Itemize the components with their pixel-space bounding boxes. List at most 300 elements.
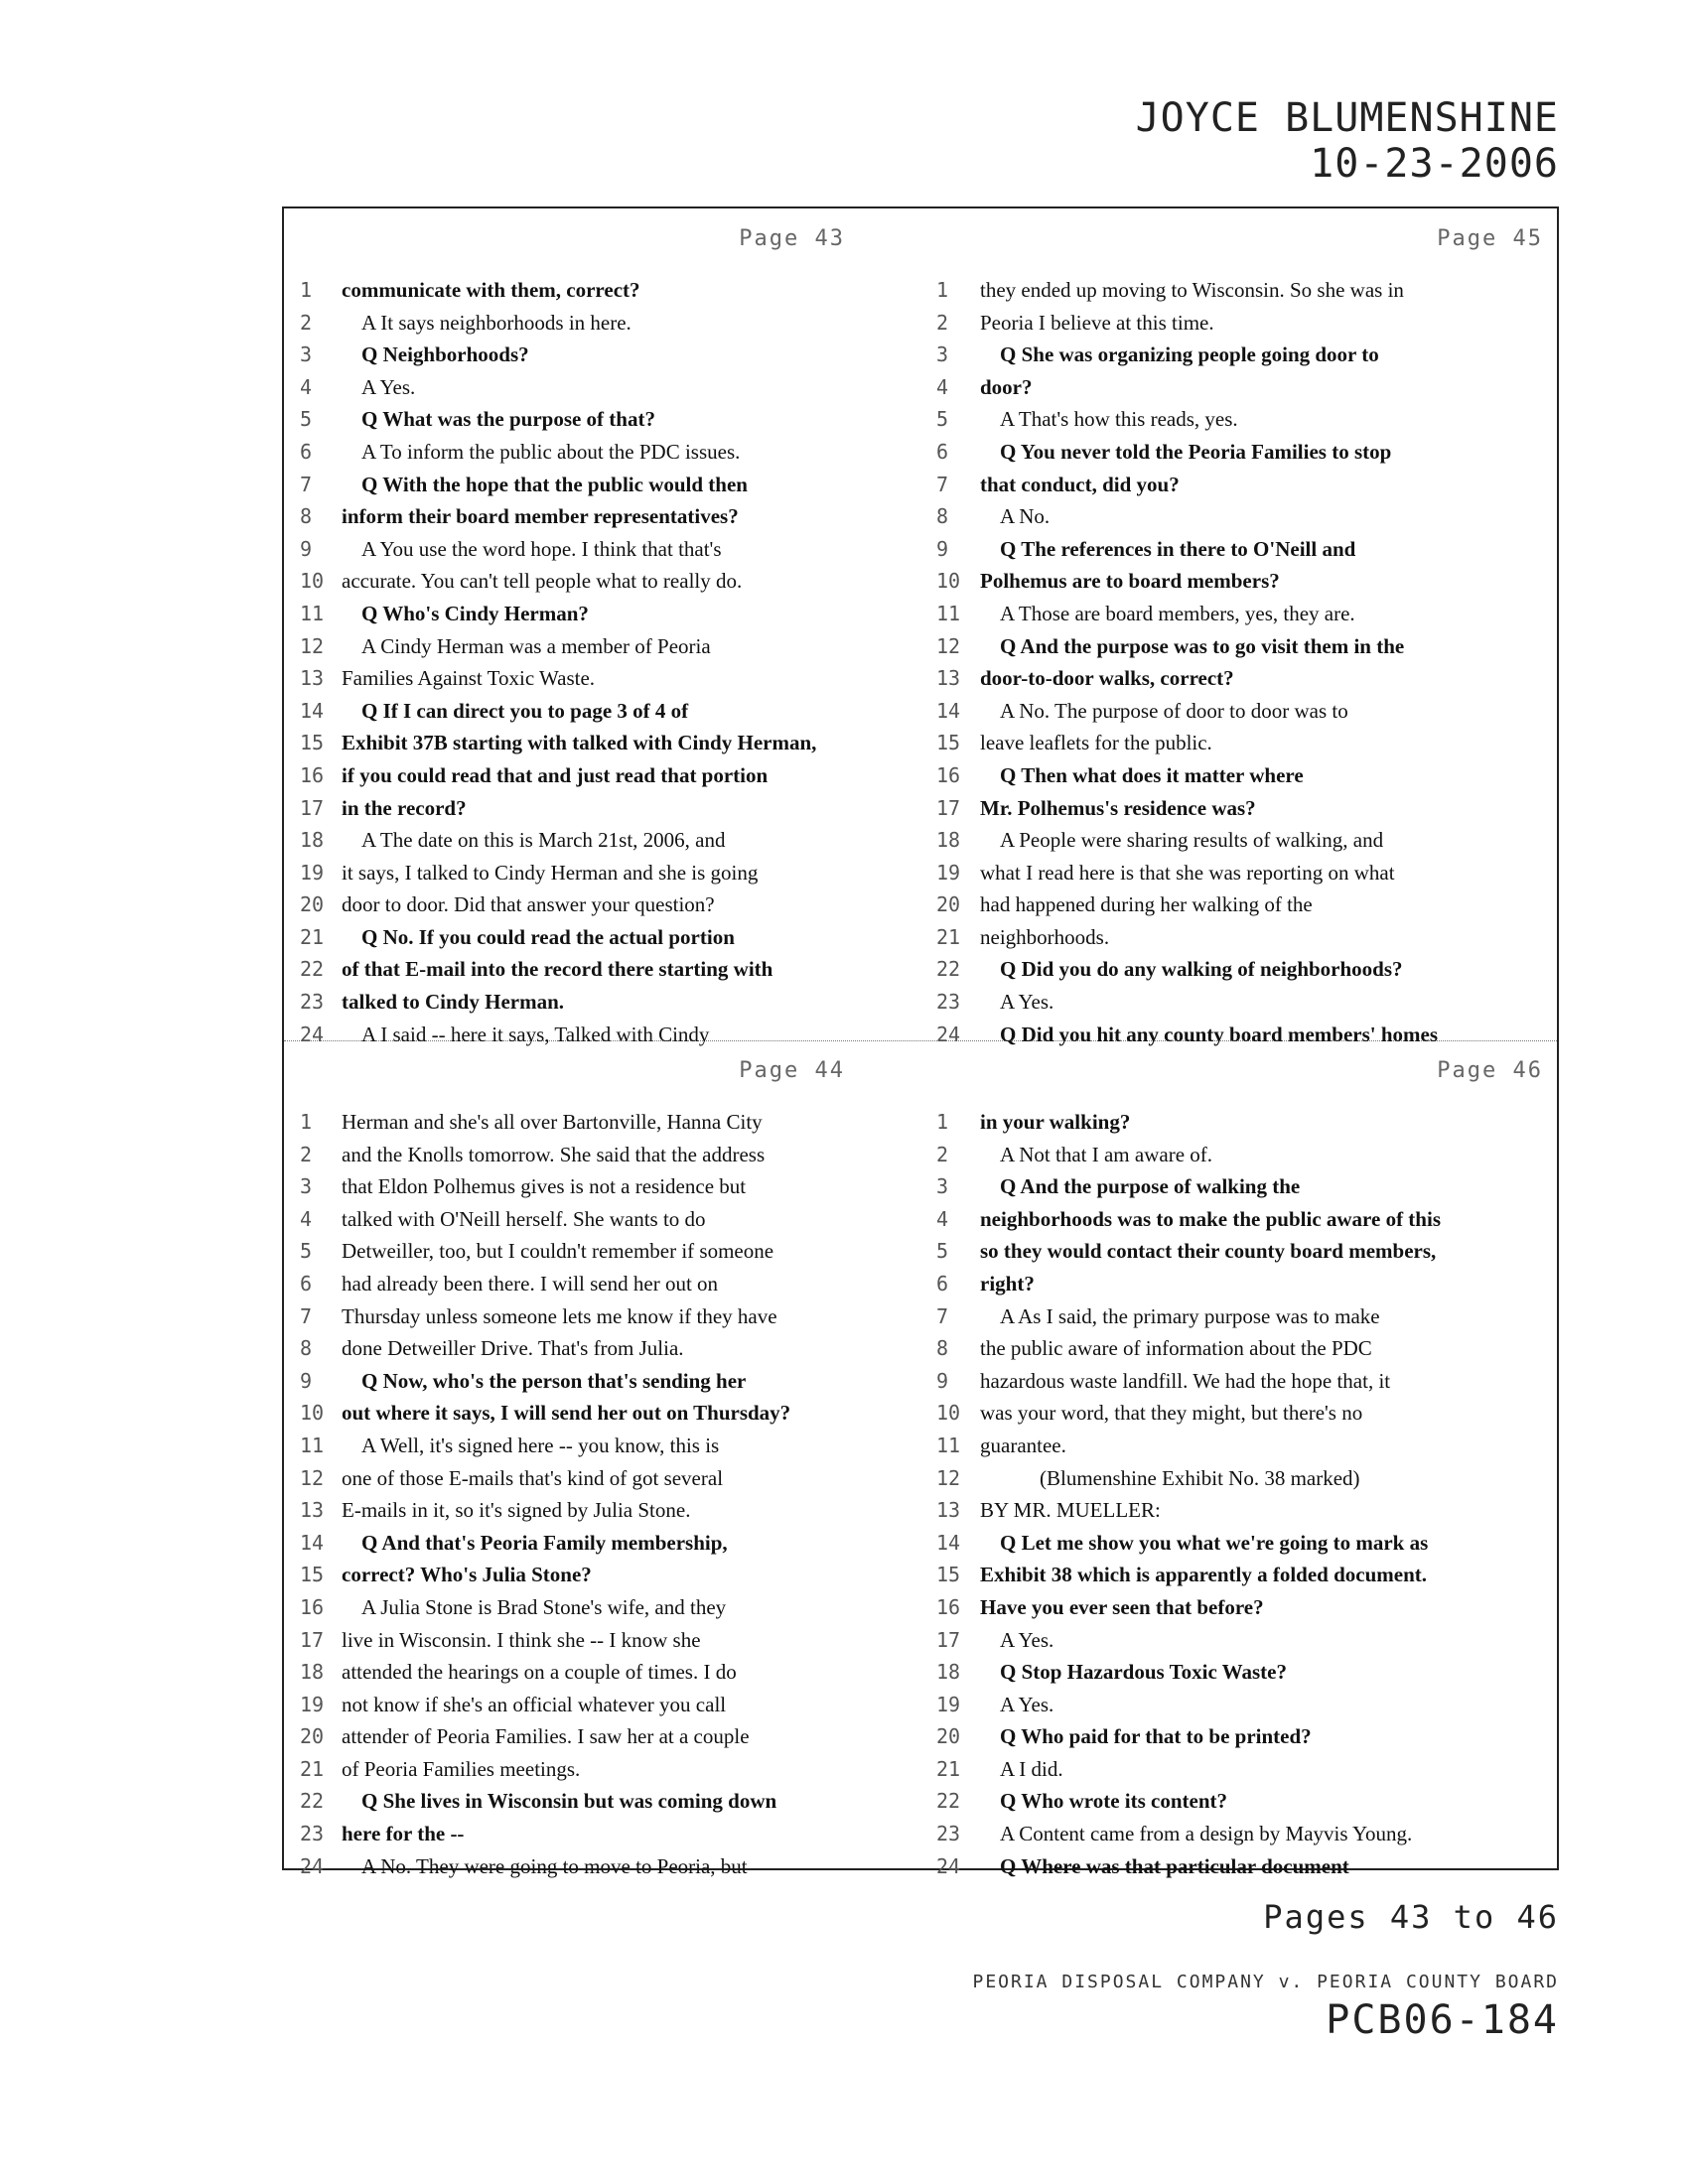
- line-text: A That's how this reads, yes.: [1000, 407, 1238, 432]
- transcript-line: [922, 1365, 1561, 1398]
- line-number: 3: [936, 1174, 949, 1199]
- line-text: A Those are board members, yes, they are.: [1000, 601, 1355, 625]
- line-text: had happened during her walking of the: [980, 892, 1313, 917]
- line-text: A I did.: [1000, 1756, 1063, 1781]
- line-list: [284, 1106, 922, 1882]
- transcript-line: [284, 436, 922, 469]
- line-number: 20: [300, 892, 325, 917]
- line-text: A Yes.: [1000, 1692, 1054, 1716]
- line-number: 4: [300, 374, 313, 399]
- line-text: in your walking?: [980, 1110, 1131, 1134]
- line-text: Exhibit 38 which is apparently a folded document.: [980, 1563, 1428, 1587]
- line-text: door to door. Did that answer your question?: [342, 892, 715, 917]
- line-text: Herman and she's all over Bartonville, Hanna City: [342, 1110, 763, 1134]
- page-label: Page 45: [1437, 226, 1543, 251]
- witness-name: JOYCE BLUMENSHINE: [1135, 95, 1559, 141]
- transcript-line: [922, 1494, 1561, 1527]
- line-text: A No. They were going to move to Peoria, but: [361, 1853, 748, 1878]
- line-number: 12: [300, 1465, 325, 1490]
- line-number: 1: [300, 278, 313, 302]
- line-number: 24: [936, 1022, 961, 1046]
- line-number: 8: [936, 1336, 949, 1361]
- transcript-line: [284, 1753, 922, 1786]
- transcript-line: [922, 1235, 1561, 1268]
- line-text: Polhemus are to board members?: [980, 569, 1280, 594]
- line-text: if you could read that and just read that portion: [342, 762, 769, 787]
- line-text: one of those E-mails that's kind of got several: [342, 1465, 724, 1490]
- line-number: 3: [936, 342, 949, 367]
- line-text: A Content came from a design by Mayvis Young.: [1000, 1822, 1413, 1846]
- line-number: 14: [300, 1530, 325, 1555]
- transcript-line: [922, 1753, 1561, 1786]
- line-text: Q And that's Peoria Family membership,: [361, 1530, 728, 1555]
- line-text: A Julia Stone is Brad Stone's wife, and they: [361, 1594, 727, 1619]
- line-text: A Cindy Herman was a member of Peoria: [361, 633, 711, 658]
- line-text: was your word, that they might, but there's no: [980, 1401, 1363, 1426]
- page-label: Page 43: [739, 226, 845, 251]
- line-number: 5: [300, 407, 313, 432]
- transcript-line: [922, 565, 1561, 598]
- transcript-line: [922, 1689, 1561, 1721]
- line-number: 10: [936, 1401, 961, 1426]
- line-text: the public aware of information about the PDC: [980, 1336, 1372, 1361]
- line-number: 18: [936, 828, 961, 853]
- line-text: out where it says, I will send her out on Thursday?: [342, 1401, 791, 1426]
- transcript-line: [284, 1818, 922, 1850]
- line-text: attender of Peoria Families. I saw her at a couple: [342, 1724, 750, 1749]
- line-text: door-to-door walks, correct?: [980, 666, 1234, 691]
- line-number: 15: [936, 731, 961, 755]
- line-text: BY MR. MUELLER:: [980, 1498, 1161, 1523]
- line-text: Q Stop Hazardous Toxic Waste?: [1000, 1660, 1287, 1685]
- transcript-line: [922, 274, 1561, 307]
- line-number: 5: [936, 1239, 949, 1264]
- transcript-line: [922, 307, 1561, 340]
- line-number: 3: [300, 1174, 313, 1199]
- line-text: Q Who wrote its content?: [1000, 1789, 1228, 1814]
- line-text: Families Against Toxic Waste.: [342, 666, 596, 691]
- line-text: that Eldon Polhemus gives is not a residence but: [342, 1174, 747, 1199]
- transcript-line: [284, 1139, 922, 1171]
- transcript-line: [284, 1430, 922, 1462]
- line-text: Mr. Polhemus's residence was?: [980, 795, 1256, 820]
- line-text: A As I said, the primary purpose was to make: [1000, 1303, 1380, 1328]
- transcript-line: [284, 727, 922, 759]
- line-number: 6: [936, 439, 949, 464]
- line-text: A I said -- here it says, Talked with Cindy: [361, 1022, 710, 1046]
- transcript-line: [284, 1624, 922, 1657]
- transcript-line: [284, 1527, 922, 1560]
- transcript-line: [284, 1170, 922, 1203]
- transcript-line: [922, 469, 1561, 501]
- line-text: Detweiller, too, but I couldn't remember if someone: [342, 1239, 774, 1264]
- line-list: [922, 274, 1561, 1050]
- line-text: Q Neighborhoods?: [361, 342, 529, 367]
- line-number: 23: [936, 1822, 961, 1846]
- line-number: 10: [300, 1401, 325, 1426]
- line-text: Q Who paid for that to be printed?: [1000, 1724, 1312, 1749]
- line-number: 17: [936, 1627, 961, 1652]
- transcript-line: [922, 824, 1561, 857]
- transcript-line: [922, 630, 1561, 663]
- line-text: of that E-mail into the record there starting with: [342, 957, 773, 982]
- line-number: 13: [300, 666, 325, 691]
- line-text: Thursday unless someone lets me know if they have: [342, 1303, 777, 1328]
- line-number: 15: [300, 1563, 325, 1587]
- line-text: Q Let me show you what we're going to mark as: [1000, 1530, 1429, 1555]
- line-text: neighborhoods.: [980, 924, 1110, 949]
- line-number: 19: [936, 1692, 961, 1716]
- transcript-line: [922, 888, 1561, 921]
- transcript-line: [922, 953, 1561, 986]
- transcript-line: [922, 533, 1561, 566]
- transcript-line: [922, 1462, 1561, 1495]
- transcript-line: [284, 792, 922, 825]
- line-text: Q She was organizing people going door to: [1000, 342, 1379, 367]
- line-text: Q Now, who's the person that's sending her: [361, 1368, 747, 1393]
- line-text: talked with O'Neill herself. She wants to do: [342, 1206, 706, 1231]
- transcript-line: [284, 1106, 922, 1139]
- transcript-page-43: [284, 208, 922, 1046]
- line-number: 9: [300, 536, 313, 561]
- line-text: it says, I talked to Cindy Herman and she is going: [342, 860, 759, 885]
- line-text: communicate with them, correct?: [342, 278, 640, 302]
- transcript-line: [284, 598, 922, 630]
- transcript-line: [284, 469, 922, 501]
- transcript-line: [284, 1268, 922, 1300]
- line-text: door?: [980, 374, 1033, 399]
- transcript-line: [922, 371, 1561, 404]
- transcript-line: [284, 565, 922, 598]
- line-text: here for the --: [342, 1822, 465, 1846]
- line-number: 1: [300, 1110, 313, 1134]
- line-number: 13: [936, 666, 961, 691]
- line-text: so they would contact their county board members,: [980, 1239, 1437, 1264]
- line-text: Q Then what does it matter where: [1000, 762, 1304, 787]
- transcript-line: [284, 307, 922, 340]
- line-number: 12: [936, 1465, 961, 1490]
- line-text: leave leaflets for the public.: [980, 731, 1212, 755]
- transcript-line: [922, 1397, 1561, 1430]
- transcript-line: [284, 1462, 922, 1495]
- transcript-line: [922, 1300, 1561, 1333]
- line-text: not know if she's an official whatever you call: [342, 1692, 727, 1716]
- line-number: 23: [300, 1822, 325, 1846]
- line-number: 16: [300, 762, 325, 787]
- line-text: guarantee.: [980, 1433, 1066, 1457]
- transcript-frame: [282, 206, 1559, 1878]
- line-number: 6: [300, 1271, 313, 1296]
- transcript-line: [922, 1430, 1561, 1462]
- line-list: [922, 1106, 1561, 1882]
- line-text: Exhibit 37B starting with talked with Cindy Herman,: [342, 731, 817, 755]
- line-text: A No. The purpose of door to door was to: [1000, 698, 1348, 723]
- line-text: Q Where was that particular document: [1000, 1853, 1349, 1878]
- line-number: 21: [936, 1756, 961, 1781]
- line-number: 10: [300, 569, 325, 594]
- transcript-line: [922, 1785, 1561, 1818]
- line-number: 6: [936, 1271, 949, 1296]
- line-text: Q No. If you could read the actual portion: [361, 924, 735, 949]
- line-number: 3: [300, 342, 313, 367]
- line-number: 2: [300, 1142, 313, 1166]
- transcript-line: [922, 1527, 1561, 1560]
- line-number: 2: [936, 310, 949, 335]
- transcript-line: [922, 403, 1561, 436]
- line-text: of Peoria Families meetings.: [342, 1756, 581, 1781]
- transcript-line: [922, 727, 1561, 759]
- transcript-line: [284, 662, 922, 695]
- line-text: done Detweiller Drive. That's from Julia.: [342, 1336, 684, 1361]
- line-text: inform their board member representatives?: [342, 504, 739, 529]
- case-caption: PEORIA DISPOSAL COMPANY v. PEORIA COUNTY BOARD: [972, 1972, 1559, 1992]
- line-number: 16: [936, 1594, 961, 1619]
- line-number: 7: [936, 472, 949, 496]
- line-number: 10: [936, 569, 961, 594]
- line-number: 11: [936, 601, 961, 625]
- line-number: 22: [300, 1789, 325, 1814]
- line-text: A Well, it's signed here -- you know, this is: [361, 1433, 720, 1457]
- line-number: 5: [936, 407, 949, 432]
- line-text: accurate. You can't tell people what to really do.: [342, 569, 743, 594]
- line-number: 14: [936, 698, 961, 723]
- transcript-line: [284, 1785, 922, 1818]
- transcript-line: [922, 1559, 1561, 1591]
- transcript-line: [922, 1624, 1561, 1657]
- transcript-line: [284, 953, 922, 986]
- line-text: A To inform the public about the PDC issues.: [361, 439, 741, 464]
- line-text: had already been there. I will send her out on: [342, 1271, 719, 1296]
- line-text: Have you ever seen that before?: [980, 1594, 1264, 1619]
- transcript-line: [922, 1139, 1561, 1171]
- line-number: 7: [936, 1303, 949, 1328]
- line-number: 16: [300, 1594, 325, 1619]
- line-text: Q And the purpose of walking the: [1000, 1174, 1301, 1199]
- page-range: Pages 43 to 46: [1263, 1898, 1559, 1936]
- line-number: 8: [300, 1336, 313, 1361]
- line-number: 8: [300, 504, 313, 529]
- line-number: 23: [300, 990, 325, 1015]
- line-text: Q Did you hit any county board members' homes: [1000, 1022, 1439, 1046]
- transcript-line: [284, 1656, 922, 1689]
- line-text: hazardous waste landfill. We had the hope that, it: [980, 1368, 1391, 1393]
- transcript-line: [284, 1235, 922, 1268]
- transcript-line: [922, 1818, 1561, 1850]
- transcript-page-46: [922, 1040, 1561, 1878]
- line-number: 2: [300, 310, 313, 335]
- transcript-page-44: [284, 1040, 922, 1878]
- line-text: Q Who's Cindy Herman?: [361, 601, 589, 625]
- line-text: E-mails in it, so it's signed by Julia Stone.: [342, 1498, 691, 1523]
- line-number: 22: [936, 1789, 961, 1814]
- line-number: 7: [300, 472, 313, 496]
- line-text: Q And the purpose was to go visit them in the: [1000, 633, 1405, 658]
- line-text: A Yes.: [1000, 1627, 1054, 1652]
- transcript-page-45: [922, 208, 1561, 1046]
- line-number: 24: [300, 1022, 325, 1046]
- line-number: 12: [300, 633, 325, 658]
- line-number: 18: [300, 828, 325, 853]
- line-text: Q You never told the Peoria Families to stop: [1000, 439, 1392, 464]
- line-number: 8: [936, 504, 949, 529]
- line-number: 15: [300, 731, 325, 755]
- line-number: 13: [936, 1498, 961, 1523]
- line-number: 4: [300, 1206, 313, 1231]
- line-number: 11: [936, 1433, 961, 1457]
- line-number: 21: [300, 1756, 325, 1781]
- line-number: 12: [936, 633, 961, 658]
- line-number: 5: [300, 1239, 313, 1264]
- line-number: 11: [300, 601, 325, 625]
- transcript-line: [922, 921, 1561, 954]
- line-number: 17: [936, 795, 961, 820]
- transcript-line: [922, 792, 1561, 825]
- line-text: Q The references in there to O'Neill and: [1000, 536, 1356, 561]
- transcript-line: [284, 1300, 922, 1333]
- transcript-line: [922, 1591, 1561, 1624]
- line-text: what I read here is that she was reporting on what: [980, 860, 1395, 885]
- line-number: 23: [936, 990, 961, 1015]
- line-number: 20: [936, 1724, 961, 1749]
- transcript-line: [922, 436, 1561, 469]
- transcript-line: [922, 662, 1561, 695]
- line-text: Q With the hope that the public would then: [361, 472, 748, 496]
- line-number: 17: [300, 795, 325, 820]
- transcript-line: [284, 1720, 922, 1753]
- transcript-line: [284, 1203, 922, 1236]
- line-text: correct? Who's Julia Stone?: [342, 1563, 592, 1587]
- transcript-line: [284, 403, 922, 436]
- transcript-line: [922, 500, 1561, 533]
- line-number: 16: [936, 762, 961, 787]
- line-text: A You use the word hope. I think that that's: [361, 536, 722, 561]
- transcript-line: [922, 598, 1561, 630]
- line-number: 1: [936, 278, 949, 302]
- line-text: neighborhoods was to make the public aware of this: [980, 1206, 1441, 1231]
- case-number: PCB06-184: [1326, 1997, 1559, 2043]
- line-number: 19: [300, 1692, 325, 1716]
- transcript-line: [284, 888, 922, 921]
- line-number: 20: [300, 1724, 325, 1749]
- transcript-line: [284, 1397, 922, 1430]
- transcript-line: [922, 1203, 1561, 1236]
- line-number: 6: [300, 439, 313, 464]
- transcript-line: [284, 274, 922, 307]
- line-number: 2: [936, 1142, 949, 1166]
- line-text: Q If I can direct you to page 3 of 4 of: [361, 698, 689, 723]
- transcript-line: [922, 759, 1561, 792]
- line-text: Q Did you do any walking of neighborhoods?: [1000, 957, 1403, 982]
- line-number: 4: [936, 374, 949, 399]
- transcript-line: [922, 1850, 1561, 1883]
- line-text: Peoria I believe at this time.: [980, 310, 1214, 335]
- line-text: Q What was the purpose of that?: [361, 407, 655, 432]
- line-text: A Yes.: [361, 374, 416, 399]
- line-text: right?: [980, 1271, 1035, 1296]
- transcript-line: [284, 1850, 922, 1883]
- line-text: A The date on this is March 21st, 2006, and: [361, 828, 726, 853]
- line-text: Q She lives in Wisconsin but was coming down: [361, 1789, 777, 1814]
- line-number: 18: [300, 1660, 325, 1685]
- transcript-line: [922, 695, 1561, 728]
- line-number: 11: [300, 1433, 325, 1457]
- line-number: 24: [936, 1853, 961, 1878]
- transcript-line: [284, 824, 922, 857]
- transcript-line: [284, 1365, 922, 1398]
- transcript-line: [284, 371, 922, 404]
- transcript-line: [284, 921, 922, 954]
- line-text: attended the hearings on a couple of times. I do: [342, 1660, 737, 1685]
- line-number: 14: [300, 698, 325, 723]
- transcript-line: [284, 1591, 922, 1624]
- transcript-line: [922, 1106, 1561, 1139]
- transcript-line: [284, 1559, 922, 1591]
- transcript-line: [922, 857, 1561, 889]
- line-text: in the record?: [342, 795, 467, 820]
- line-number: 9: [300, 1368, 313, 1393]
- line-text: they ended up moving to Wisconsin. So she was in: [980, 278, 1404, 302]
- line-text: A Not that I am aware of.: [1000, 1142, 1213, 1166]
- transcript-line: [284, 759, 922, 792]
- page-label: Page 44: [739, 1058, 845, 1083]
- transcript-line: [284, 339, 922, 371]
- transcript-line: [922, 986, 1561, 1019]
- line-number: 24: [300, 1853, 325, 1878]
- transcript-line: [922, 339, 1561, 371]
- line-number: 21: [936, 924, 961, 949]
- line-number: 22: [936, 957, 961, 982]
- line-number: 21: [300, 924, 325, 949]
- line-number: 9: [936, 536, 949, 561]
- transcript-line: [284, 1332, 922, 1365]
- line-number: 19: [936, 860, 961, 885]
- transcript-line: [284, 500, 922, 533]
- line-text: A No.: [1000, 504, 1051, 529]
- line-text: A It says neighborhoods in here.: [361, 310, 632, 335]
- line-number: 13: [300, 1498, 325, 1523]
- line-number: 22: [300, 957, 325, 982]
- deposition-date: 10-23-2006: [1310, 141, 1559, 187]
- transcript-line: [284, 533, 922, 566]
- line-text: (Blumenshine Exhibit No. 38 marked): [1040, 1465, 1360, 1490]
- line-number: 9: [936, 1368, 949, 1393]
- line-text: and the Knolls tomorrow. She said that the address: [342, 1142, 766, 1166]
- line-text: A Yes.: [1000, 990, 1054, 1015]
- transcript-line: [922, 1656, 1561, 1689]
- transcript-line: [284, 1494, 922, 1527]
- transcript-line: [922, 1720, 1561, 1753]
- line-number: 15: [936, 1563, 961, 1587]
- line-list: [284, 274, 922, 1050]
- transcript-line: [284, 695, 922, 728]
- line-number: 18: [936, 1660, 961, 1685]
- line-number: 1: [936, 1110, 949, 1134]
- line-number: 7: [300, 1303, 313, 1328]
- transcript-line: [284, 986, 922, 1019]
- line-number: 17: [300, 1627, 325, 1652]
- line-text: talked to Cindy Herman.: [342, 990, 565, 1015]
- line-number: 4: [936, 1206, 949, 1231]
- line-text: A People were sharing results of walking, and: [1000, 828, 1384, 853]
- transcript-line: [922, 1268, 1561, 1300]
- line-number: 20: [936, 892, 961, 917]
- transcript-line: [284, 1689, 922, 1721]
- line-number: 19: [300, 860, 325, 885]
- transcript-line: [922, 1170, 1561, 1203]
- transcript-line: [284, 630, 922, 663]
- line-text: live in Wisconsin. I think she -- I know she: [342, 1627, 701, 1652]
- page-label: Page 46: [1437, 1058, 1543, 1083]
